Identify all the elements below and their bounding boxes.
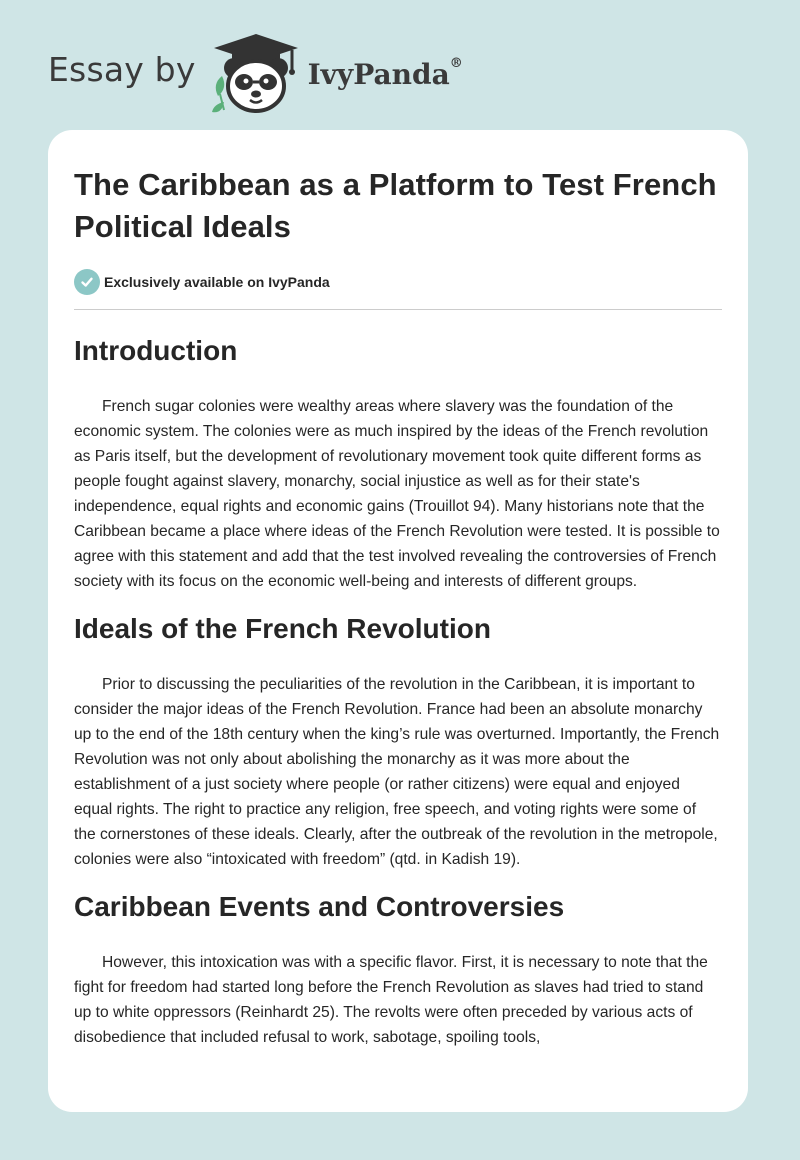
section-heading-caribbean: Caribbean Events and Controversies <box>74 891 565 922</box>
section-heading-introduction: Introduction <box>74 335 238 366</box>
registered-mark: ® <box>449 56 463 72</box>
check-icon <box>74 269 100 295</box>
paragraph-caribbean: However, this intoxication was with a specific flavor. First, it is necessary to note that the fight for freedom had started long before the French Revolution as slaves had tried to stand up to white oppressors (Reinhardt 25). The revolts were often preceded by various acts of disobedience that included refusal to work, sabotage, spoiling tools, <box>74 954 708 1046</box>
article-title: The Caribbean as a Platform to Test French Political Ideals <box>74 167 717 244</box>
section-heading-ideals: Ideals of the French Revolution <box>74 613 491 644</box>
exclusive-badge <box>74 268 722 296</box>
brand-text: IvyPanda <box>307 57 450 91</box>
article-card <box>48 130 748 1112</box>
badge-label: Exclusively available on IvyPanda <box>104 274 330 290</box>
paragraph-ideals: Prior to discussing the peculiarities of the revolution in the Caribbean, it is important to consider the major ideas of the French Revolution. France had been an absolute monarchy up to the end of the 18th century when the king’s rule was overturned. Importantly, the French Revolution was not only about abolishing the monarchy as it was more about the establishment of a just society where people (or rather citizens) were equal and enjoyed equal rights. The right to practice any religion, free speech, and voting rights were some of the cornerstones of these ideals. Clearly, after the outbreak of the revolution in the metropole, colonies were also “intoxicated with freedom” (qtd. in Kadish 19). <box>74 676 720 868</box>
paragraph-introduction: French sugar colonies were wealthy areas where slavery was the foundation of the economic system. The colonies were as much inspired by the ideas of the French revolution as Paris itself, but the development of revolutionary movement took quite different forms as people fought against slavery, monarchy, social injustice as well as for their state's independence, equal rights and economic gains (Trouillot 94). Many historians note that the Caribbean became a place where ideas of the French Revolution were tested. It is possible to agree with this statement and add that the test involved revealing the controversies of French society with its focus on the economic well-being and interests of different groups. <box>74 398 720 590</box>
brand-name[interactable] <box>308 58 463 91</box>
panda-graduate-icon[interactable] <box>210 30 302 114</box>
divider <box>74 309 722 310</box>
site-header <box>48 30 463 114</box>
essay-by-label: Essay by <box>48 49 196 89</box>
